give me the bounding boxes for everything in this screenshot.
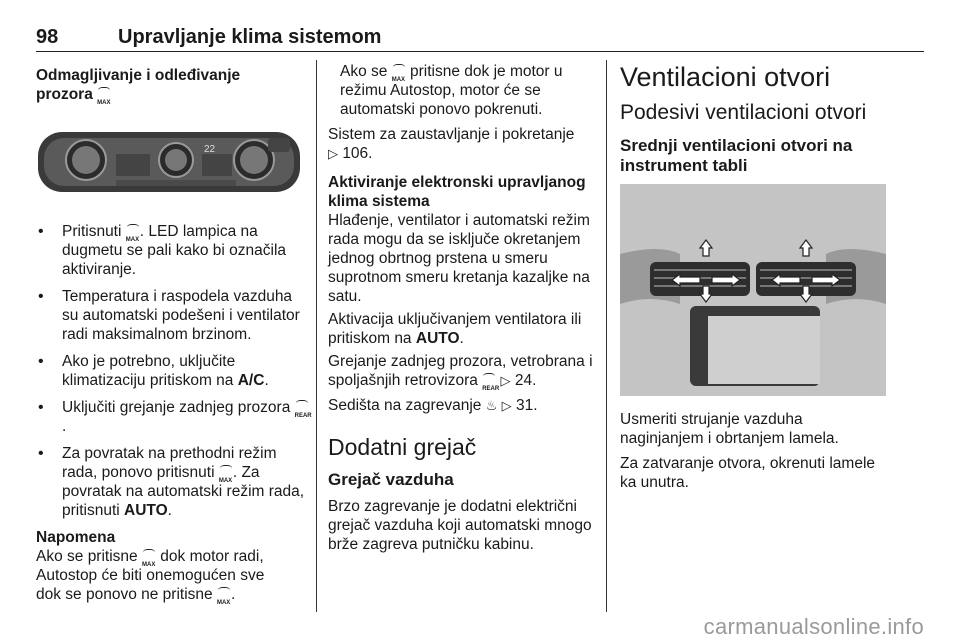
watermark: carmanualsonline.info xyxy=(703,614,924,639)
center-vents-photo xyxy=(620,184,886,396)
climate-control-panel-figure xyxy=(36,124,302,206)
section-heading-heater: Dodatni grejač xyxy=(328,434,477,460)
note-title: Napomena xyxy=(36,529,116,546)
panel-temp-display: 22 xyxy=(204,144,216,155)
note-block xyxy=(36,528,312,604)
section-heading-electronic: Aktiviranje elektronski upravljanog klima sistema xyxy=(328,174,586,210)
rear-defrost-icon: REAR xyxy=(295,400,309,414)
column-right xyxy=(620,62,890,492)
page-reference: Sistem za zaustavljanje i pokretanje ▷ 106. xyxy=(328,126,575,162)
autostop-note: Ako se MAX pritisne dok je motor u režimu Autostop, motor će se automatski ponovo pokrenuti. xyxy=(340,63,563,118)
seat-heat-icon: ♨ xyxy=(485,398,498,413)
max-defrost-icon: MAX xyxy=(392,64,406,78)
section-heading-vents: Ventilacioni otvori xyxy=(620,62,831,92)
column-left xyxy=(36,62,312,604)
paragraph: Hlađenje, ventilator i automatski režim rada mogu da se isključe okretanjem jednog obrtnog prstena u smeru suprotnom smeru kretanja kazaljke na satu. xyxy=(328,212,590,305)
subsection-heading-adjustable-vents: Podesivi ventilacioni otvori xyxy=(620,101,867,124)
section-heading-defrost: Odmagljivanje i odleđivanje prozora MAX xyxy=(36,67,241,106)
column-divider xyxy=(606,60,607,612)
paragraph: Sedišta na zagrevanje ♨ ▷ 31. xyxy=(328,397,538,414)
subsection-heading-center-vents: Srednji ventilacioni otvori na instrument tabli xyxy=(620,136,853,175)
subsection-heading-air-heater: Grejač vazduha xyxy=(328,470,454,489)
rear-defrost-icon: REAR xyxy=(482,373,496,387)
page-header xyxy=(36,26,924,52)
max-defrost-icon: MAX xyxy=(97,87,111,101)
list-item: • Ako je potrebno, uključite klimatizaciju pritiskom na A/C. xyxy=(36,352,312,390)
paragraph: Brzo zagrevanje je dodatni električni grejač vazduha koji automatski mnogo brže zagreva putničku kabinu. xyxy=(328,498,592,553)
list-item: • Za povratak na prethodni režim rada, ponovo pritisnuti MAX . Za povratak na automatski režim rada, pritisnuti AUTO. xyxy=(36,444,312,520)
defrost-steps-list xyxy=(36,222,312,520)
max-defrost-icon: MAX xyxy=(126,224,140,238)
page-title: Upravljanje klima sistemom xyxy=(118,26,382,48)
page-number: 98 xyxy=(36,26,59,48)
max-defrost-icon: MAX xyxy=(217,587,231,601)
max-defrost-icon: MAX xyxy=(219,465,233,479)
note-text: Ako se pritisne MAX dok motor radi, Autostop će biti onemogućen sve dok se ponovo ne pritisne MAX . xyxy=(36,548,265,606)
column-middle xyxy=(328,62,596,554)
page-ref-arrow-icon: ▷ xyxy=(328,146,338,161)
list-item: • Uključiti grejanje zadnjeg prozora REAR . xyxy=(36,398,312,436)
page-ref-arrow-icon: ▷ xyxy=(501,398,512,413)
max-defrost-icon: MAX xyxy=(142,549,156,563)
paragraph: Za zatvaranje otvora, okrenuti lamele ka unutra. xyxy=(620,455,876,491)
list-item: • Pritisnuti MAX . LED lampica na dugmetu se pali kako bi označila aktiviranje. xyxy=(36,222,312,279)
paragraph: Usmeriti strujanje vazduha naginjanjem i obrtanjem lamela. xyxy=(620,411,839,447)
paragraph: Aktivacija uključivanjem ventilatora ili pritiskom na AUTO. xyxy=(328,311,582,347)
paragraph: Grejanje zadnjeg prozora, vetrobrana i spoljašnjih retrovizora REAR ▷ 24. xyxy=(328,353,593,392)
column-divider xyxy=(316,60,317,612)
list-item: • Temperatura i raspodela vazduha su automatski podešeni i ventilator radi maksimalnom brzinom. xyxy=(36,287,312,344)
page-ref-arrow-icon: ▷ xyxy=(500,373,511,388)
